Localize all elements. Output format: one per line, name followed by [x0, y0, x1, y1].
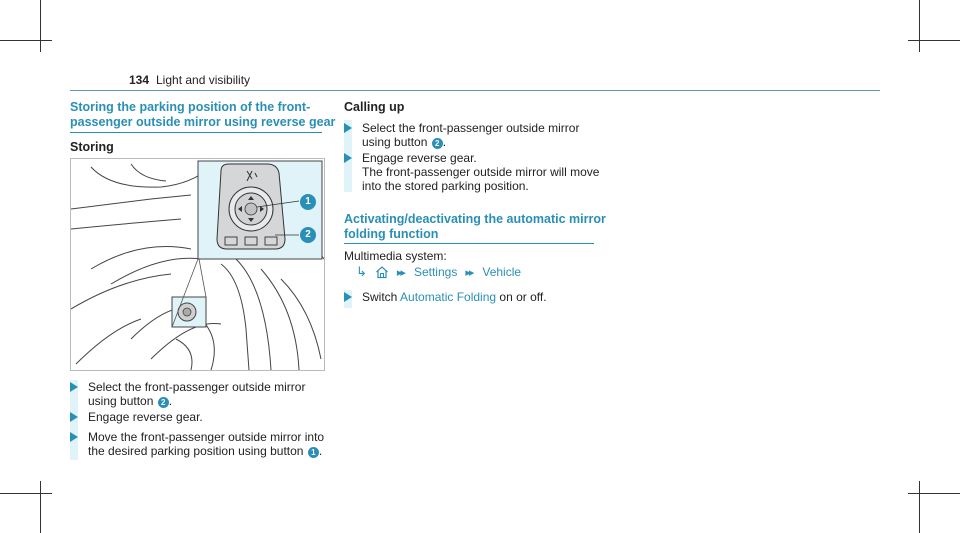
step-line: the desired parking position using button: [88, 444, 304, 458]
page-header-title: Light and visibility: [156, 73, 251, 87]
storing-step-2: Engage reverse gear.: [88, 410, 203, 424]
calling-step-2: [362, 151, 599, 193]
section-title-auto-folding: [344, 212, 606, 242]
calling-up-heading: Calling up: [344, 100, 405, 114]
crop-mark: [919, 0, 920, 52]
path-separator-icon: ▸▸: [396, 266, 404, 279]
crop-mark: [0, 40, 52, 41]
step-line: Select the front-passenger outside mirror: [88, 380, 306, 394]
switch-suffix: on or off.: [499, 290, 547, 304]
step-bullet-icon: [70, 382, 78, 392]
section-title-line: passenger outside mirror using reverse gear: [70, 115, 336, 129]
step-punct: .: [318, 444, 323, 458]
step-punct: .: [168, 394, 173, 408]
step-punct: .: [442, 135, 447, 149]
menu-path: [344, 264, 521, 280]
step-line: into the stored parking position.: [362, 179, 529, 193]
callout-1: 1: [300, 194, 316, 210]
storing-step-1: [88, 380, 305, 408]
multimedia-label: Multimedia system:: [344, 249, 447, 263]
step-bullet-icon: [70, 432, 78, 442]
automatic-folding-option[interactable]: Automatic Folding: [400, 290, 497, 304]
step-bullet-icon: [344, 153, 352, 163]
path-separator-icon: ▸▸: [465, 266, 473, 279]
callout-2: 2: [300, 227, 316, 243]
calling-step-1: [362, 121, 579, 149]
section-title-storing: [70, 100, 335, 130]
button-2-ref: 2: [432, 138, 443, 149]
crop-mark: [0, 493, 52, 494]
path-settings[interactable]: Settings: [413, 265, 458, 279]
path-arrow-icon: ↳: [356, 264, 367, 279]
step-line: Select the front-passenger outside mirror: [362, 121, 580, 135]
section-title-line: Storing the parking position of the front-: [70, 100, 311, 114]
door-panel-drawing: [71, 159, 324, 370]
step-bullet-icon: [344, 123, 352, 133]
crop-mark: [908, 493, 960, 494]
switch-prefix: Switch: [362, 290, 398, 304]
page-number: 134: [129, 73, 150, 87]
crop-mark: [40, 0, 41, 52]
home-icon[interactable]: [375, 265, 389, 279]
section-title-rule: [344, 243, 594, 244]
path-vehicle[interactable]: Vehicle: [482, 265, 522, 279]
crop-mark: [919, 481, 920, 533]
button-1-ref: 1: [308, 447, 319, 458]
section-title-line: folding function: [344, 227, 439, 241]
step-bullet-icon: [344, 292, 352, 302]
storing-heading: Storing: [70, 140, 114, 154]
section-title-line: Activating/deactivating the automatic mirror: [344, 212, 606, 226]
switch-step: [362, 290, 547, 304]
step-line: Move the front-passenger outside mirror into: [88, 430, 325, 444]
step-line: using button: [362, 135, 428, 149]
step-line: Engage reverse gear.: [362, 151, 477, 165]
crop-mark: [908, 40, 960, 41]
crop-mark: [40, 481, 41, 533]
storing-step-3: [88, 430, 324, 458]
step-line: using button: [88, 394, 154, 408]
section-title-rule: [70, 132, 322, 133]
mirror-control-illustration: [70, 158, 325, 371]
button-2-ref: 2: [158, 397, 169, 408]
header-rule: [70, 90, 880, 91]
step-bullet-icon: [70, 412, 78, 422]
step-line: The front-passenger outside mirror will move: [362, 165, 600, 179]
